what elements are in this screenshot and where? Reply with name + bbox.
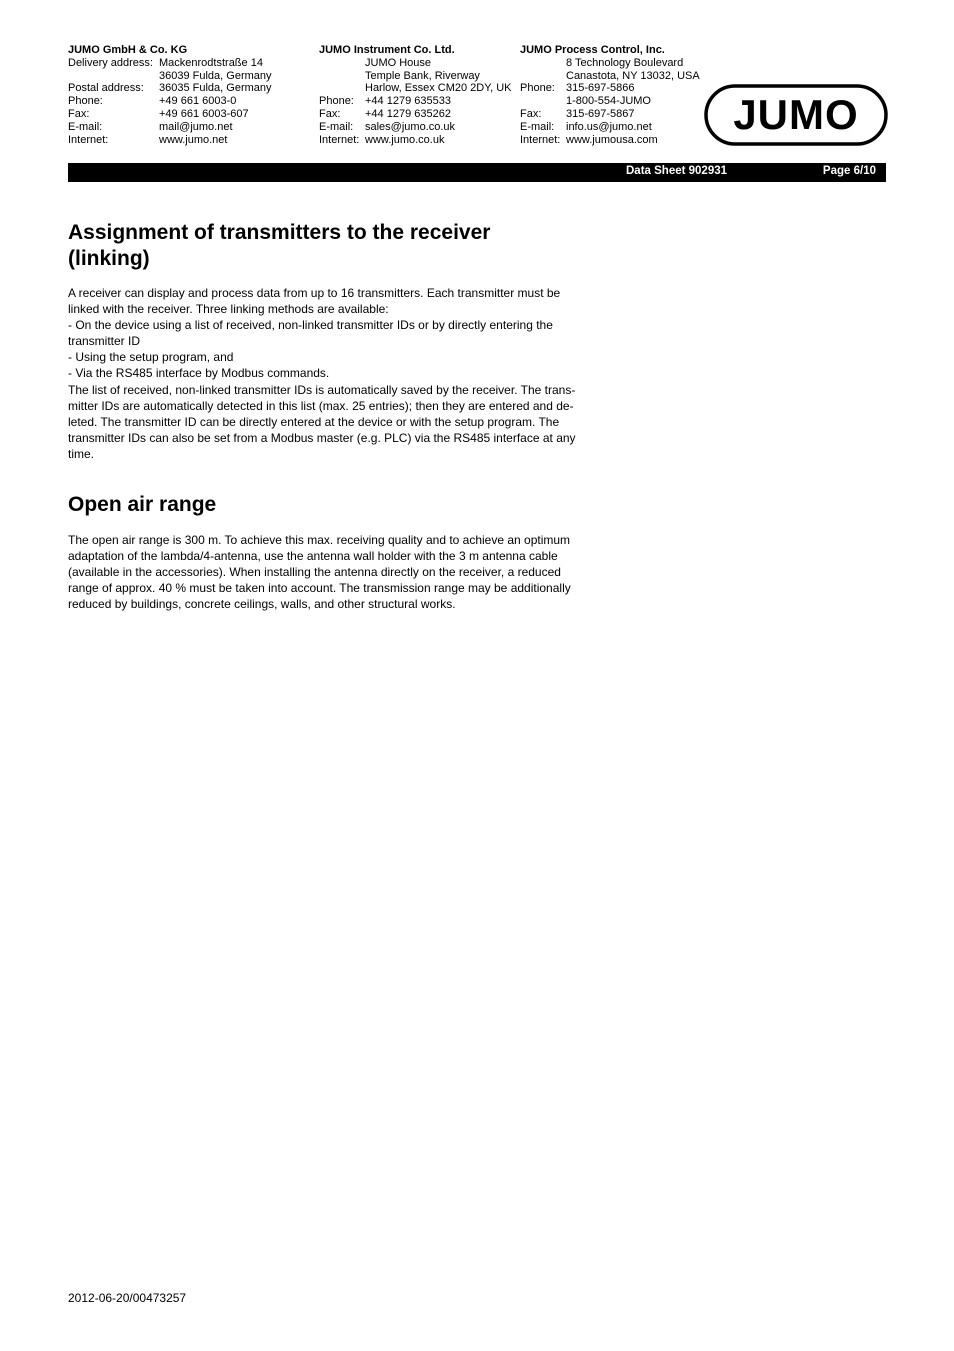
address-label: Internet: bbox=[68, 133, 109, 146]
address-row bbox=[68, 134, 272, 147]
text-line: The open air range is 300 m. To achieve this max. receiving quality and to achieve an optimum bbox=[68, 533, 571, 548]
address-label: Phone: bbox=[68, 95, 103, 108]
address-label: Postal address: bbox=[68, 82, 144, 95]
address-value: JUMO House bbox=[365, 56, 432, 69]
address-value: Mackenrodtstraße 14 bbox=[159, 56, 263, 69]
address-value: 8 Technology Boulevard bbox=[566, 56, 684, 69]
address-value: +44 1279 635533 bbox=[365, 95, 451, 108]
address-block-germany bbox=[68, 44, 272, 146]
address-row bbox=[68, 70, 272, 83]
address-label bbox=[319, 57, 365, 70]
jumo-logo bbox=[704, 84, 888, 146]
text-line: transmitter ID bbox=[68, 334, 141, 349]
address-row bbox=[319, 70, 512, 83]
section-title: Assignment of transmitters to the receiver (linking) bbox=[68, 221, 491, 270]
address-row bbox=[319, 82, 512, 95]
address-rows bbox=[68, 57, 272, 147]
page-number: Page 6/10 bbox=[822, 165, 876, 177]
address-block-usa bbox=[520, 44, 700, 146]
address-label: Phone: bbox=[319, 95, 354, 108]
address-label: Fax: bbox=[68, 107, 90, 120]
address-label: Fax: bbox=[520, 107, 542, 120]
address-label bbox=[520, 57, 566, 70]
address-value: mail@jumo.net bbox=[159, 120, 233, 133]
text-line: leted. The transmitter ID can be directly entered at the device or with the setup program. The bbox=[68, 414, 560, 429]
address-value: 36039 Fulda, Germany bbox=[159, 69, 272, 82]
company-name: JUMO Process Control, Inc. bbox=[520, 44, 665, 56]
address-row bbox=[319, 57, 512, 70]
section-open-air-range bbox=[68, 492, 613, 612]
address-block-uk bbox=[319, 44, 512, 146]
address-value: 315-697-5867 bbox=[566, 107, 635, 120]
address-value: info.us@jumo.net bbox=[566, 120, 652, 133]
address-value: +49 661 6003-607 bbox=[159, 107, 249, 120]
address-rows bbox=[520, 57, 700, 147]
address-value: www.jumo.co.uk bbox=[365, 133, 445, 146]
address-label bbox=[68, 70, 159, 83]
address-row bbox=[68, 82, 272, 95]
address-value: Temple Bank, Riverway bbox=[365, 69, 480, 82]
address-label: Delivery address: bbox=[68, 56, 153, 69]
text-line: (available in the accessories). When installing the antenna directly on the receiver, a reduced bbox=[68, 565, 561, 580]
section-title: Open air range bbox=[68, 493, 217, 517]
address-row bbox=[319, 121, 512, 134]
section-body bbox=[68, 532, 613, 612]
address-value: +44 1279 635262 bbox=[365, 107, 451, 120]
text-line: - On the device using a list of received, non-linked transmitter IDs or by directly entering the bbox=[68, 318, 553, 333]
address-label bbox=[520, 70, 566, 83]
address-label: E-mail: bbox=[520, 120, 555, 133]
text-line: The list of received, non-linked transmitter IDs is automatically saved by the receiver. The trans- bbox=[68, 382, 576, 397]
address-label: Internet: bbox=[319, 133, 360, 146]
address-row bbox=[520, 95, 700, 108]
main-content bbox=[68, 220, 613, 613]
address-row bbox=[319, 134, 512, 147]
address-label: Phone: bbox=[520, 82, 555, 95]
logo-text: JUMO bbox=[733, 91, 859, 138]
datasheet-number: Data Sheet 902931 bbox=[626, 165, 728, 177]
text-line: reduced by buildings, concrete ceilings, walls, and other structural works. bbox=[68, 597, 456, 612]
address-label bbox=[319, 70, 365, 83]
address-value: +49 661 6003-0 bbox=[159, 95, 237, 108]
header-bar bbox=[68, 163, 886, 182]
text-line: mitter IDs are automatically detected in this list (max. 25 entries); then they are entered and de- bbox=[68, 398, 574, 413]
text-line: A receiver can display and process data from up to 16 transmitters. Each transmitter must be bbox=[68, 286, 561, 300]
address-value: www.jumousa.com bbox=[566, 133, 658, 146]
text-line: - Via the RS485 interface by Modbus commands. bbox=[68, 366, 330, 381]
address-value: 1-800-554-JUMO bbox=[566, 95, 651, 108]
text-line: transmitter IDs can also be set from a Modbus master (e.g. PLC) via the RS485 interface at any bbox=[68, 430, 576, 445]
text-line: range of approx. 40 % must be taken into account. The transmission range may be additionally bbox=[68, 581, 571, 596]
address-row bbox=[68, 121, 272, 134]
address-value: www.jumo.net bbox=[159, 133, 228, 146]
address-row bbox=[68, 108, 272, 121]
address-label: E-mail: bbox=[68, 120, 103, 133]
address-row bbox=[520, 70, 700, 83]
address-row bbox=[520, 134, 700, 147]
address-row bbox=[319, 108, 512, 121]
address-value: sales@jumo.co.uk bbox=[365, 120, 456, 133]
section-linking bbox=[68, 220, 613, 462]
address-label bbox=[319, 82, 365, 95]
address-label: E-mail: bbox=[319, 120, 354, 133]
address-row bbox=[520, 108, 700, 121]
address-row bbox=[319, 95, 512, 108]
address-row bbox=[68, 57, 272, 70]
address-row bbox=[68, 95, 272, 108]
address-row bbox=[520, 57, 700, 70]
company-name: JUMO GmbH & Co. KG bbox=[68, 44, 188, 56]
address-row bbox=[520, 82, 700, 95]
text-line: - Using the setup program, and bbox=[68, 350, 234, 365]
text-line: linked with the receiver. Three linking methods are available: bbox=[68, 302, 389, 317]
address-value: Harlow, Essex CM20 2DY, UK bbox=[365, 82, 512, 95]
address-label bbox=[520, 95, 566, 108]
address-value: 315-697-5866 bbox=[566, 82, 635, 95]
address-row bbox=[520, 121, 700, 134]
address-value: Canastota, NY 13032, USA bbox=[566, 69, 700, 82]
address-label: Internet: bbox=[520, 133, 561, 146]
footer-doc-id: 2012-06-20/00473257 bbox=[68, 1291, 187, 1305]
text-line: adaptation of the lambda/4-antenna, use the antenna wall holder with the 3 m antenna cable bbox=[68, 549, 558, 564]
section-body bbox=[68, 285, 613, 462]
text-line: time. bbox=[68, 446, 95, 461]
address-rows bbox=[319, 57, 512, 147]
address-value: 36035 Fulda, Germany bbox=[159, 82, 272, 95]
company-name: JUMO Instrument Co. Ltd. bbox=[319, 44, 455, 56]
address-label: Fax: bbox=[319, 107, 341, 120]
